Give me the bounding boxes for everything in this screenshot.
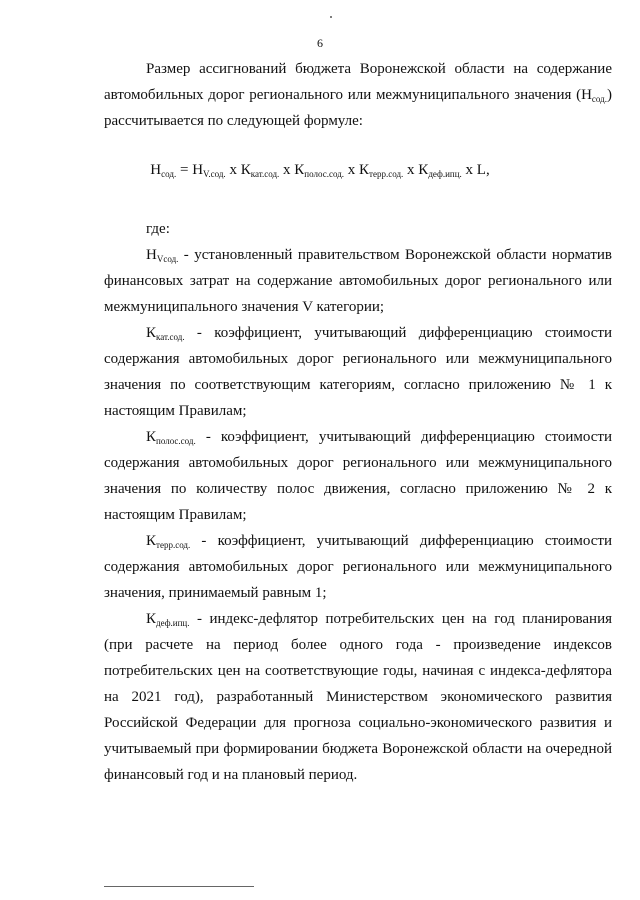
def-symbol: К	[146, 429, 157, 445]
formula-times: х	[403, 162, 419, 178]
def-symbol: К	[146, 533, 157, 549]
formula-lhs-sub: сод.	[161, 169, 177, 179]
formula-times: х	[279, 162, 295, 178]
def-symbol: Н	[146, 247, 157, 263]
definition-item	[104, 424, 612, 528]
intro-paragraph	[104, 56, 612, 134]
formula-times: х	[344, 162, 360, 178]
formula-term-sub: V.сод.	[203, 169, 226, 179]
formula-eq: =	[176, 162, 193, 178]
def-symbol-sub: деф.ипц.	[156, 618, 190, 628]
def-text: - коэффициент, учитывающий дифференциацию стоимости содержания автомобильных дорог регионального или межмуниципального значения, принимаемый равным 1;	[104, 533, 612, 601]
footer-rule	[104, 886, 254, 887]
def-symbol: К	[146, 325, 157, 341]
formula	[0, 162, 640, 179]
def-symbol: К	[146, 611, 157, 627]
def-text: - индекс-дефлятор потребительских цен на год планирования (при расчете на период более одного года - произведение индексов потребительских цен на соответствующие годы, начиная с индекса-дефлятора на 2021 год), разработанный Министерством экономического развития Российской Федерации для прогноза социально-экономического развития и учитываемый при формировании бюджета Воронежской области на очередной финансовый год и на плановый период.	[104, 611, 612, 783]
formula-tail: х L,	[461, 162, 490, 178]
page-number: 6	[317, 36, 323, 50]
intro-text: Размер ассигнований бюджета Воронежской области на содержание автомобильных дорог регионального или межмуниципального значения (Н	[104, 61, 612, 103]
definition-item	[104, 606, 612, 788]
formula-term: Н	[192, 162, 204, 178]
where-label: где:	[146, 221, 170, 237]
scan-speck	[330, 16, 332, 18]
definition-item	[104, 528, 612, 606]
def-text: - коэффициент, учитывающий дифференциацию стоимости содержания автомобильных дорог регионального или межмуниципального значения по количеству полос движения, согласно приложению № 2 к настоящим Правилам;	[104, 429, 612, 523]
def-text: - коэффициент, учитывающий дифференциацию стоимости содержания автомобильных дорог регионального или межмуниципального значения по соответствующим категориям, согласно приложению № 1 к настоящим Правилам;	[104, 325, 612, 419]
formula-term-sub: полос.сод.	[304, 169, 345, 179]
formula-term-sub: деф.ипц.	[428, 169, 462, 179]
formula-term-sub: кат.сод.	[250, 169, 280, 179]
intro-sub: сод.	[591, 94, 607, 104]
formula-term: К	[359, 162, 370, 178]
def-symbol-sub: терр.сод.	[156, 540, 191, 550]
formula-times: х	[225, 162, 241, 178]
definitions	[104, 242, 612, 788]
definition-item	[104, 320, 612, 424]
formula-term-sub: терр.сод.	[369, 169, 404, 179]
formula-term: К	[418, 162, 429, 178]
formula-term: К	[294, 162, 305, 178]
formula-term: К	[240, 162, 251, 178]
def-text: - установленный правительством Воронежской области норматив финансовых затрат на содержание автомобильных дорог регионального или межмуниципального значения V категории;	[104, 247, 612, 315]
def-symbol-sub: Vсод.	[156, 254, 179, 264]
definition-item	[104, 242, 612, 320]
def-symbol-sub: полос.сод.	[156, 436, 196, 446]
formula-lhs: Н	[150, 162, 162, 178]
def-symbol-sub: кат.сод.	[156, 332, 185, 342]
intro-text-end: ) рассчитывается по следующей формуле:	[104, 87, 612, 129]
